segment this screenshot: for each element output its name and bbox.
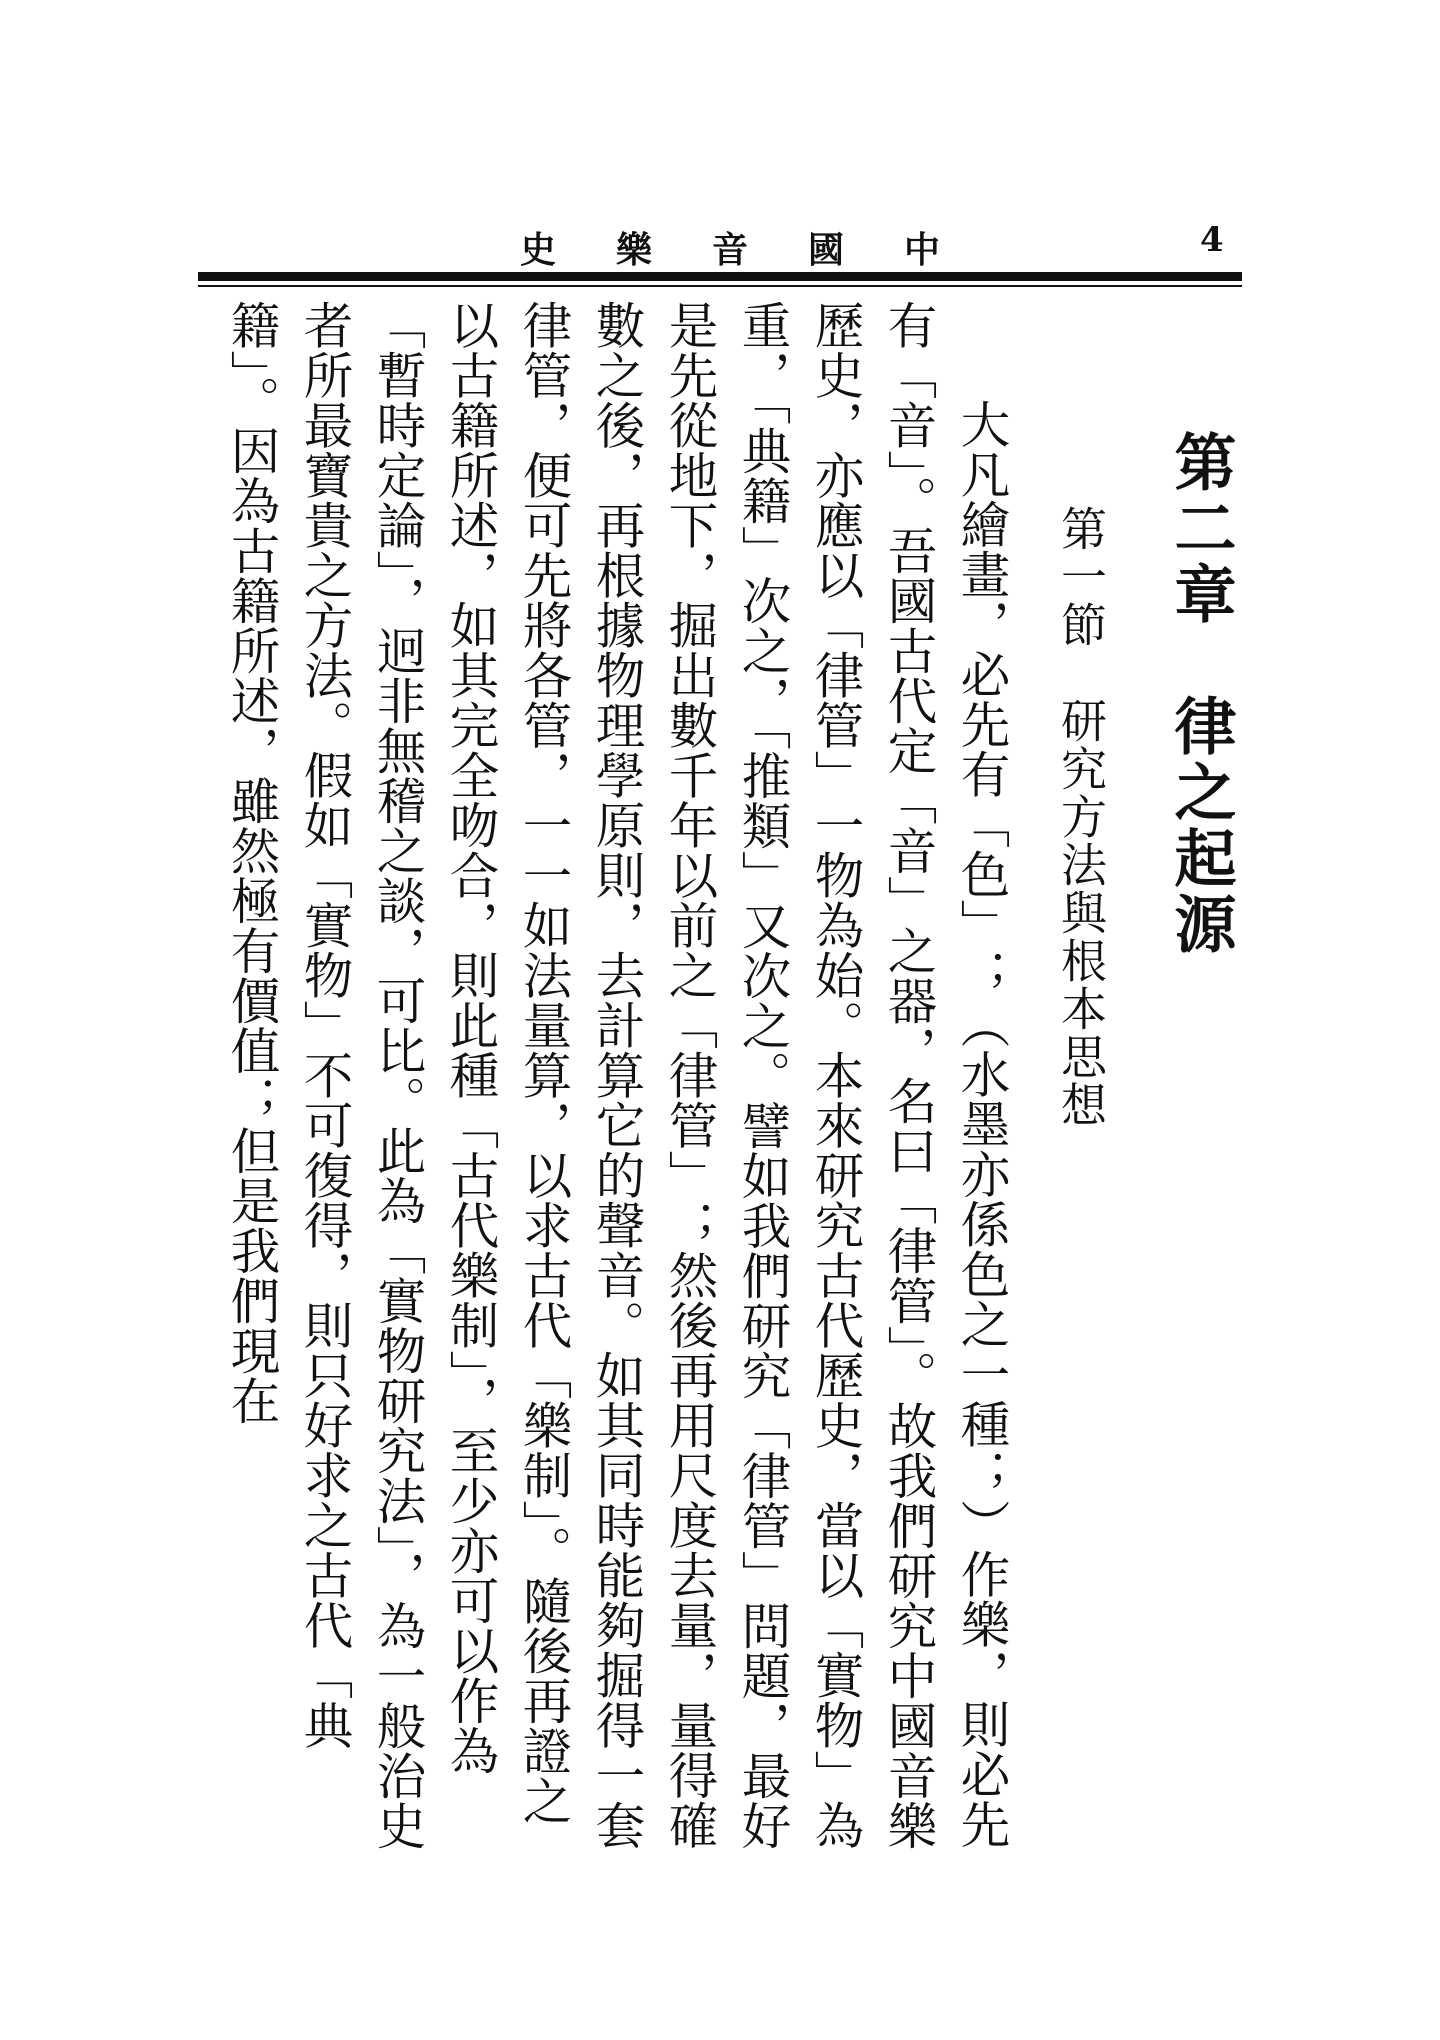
vertical-text-body	[200, 300, 1240, 1860]
header-char: 中	[903, 229, 940, 271]
body-paragraph: 大凡繪畫，必先有「色」；（水墨亦係色之一種；）作樂，則必先有「音」。吾國古代定「音」之器，名曰「律管」。故我們研究中國音樂歷史，亦應以「律管」一物為始。本來研究古代歷史，當以「實物」為重，「典籍」次之，「推類」又次之。譬如我們研究「律管」問題，最好是先從地下，掘出數千年以前之「律管」；然後再用尺度去量，量得確數之後，再根據物理學原則，去計算它的聲音。如其同時能夠掘得一套律管，便可先將各管，一一如法量算，以求古代「樂制」。隨後再證之以古籍所述，如其完全吻合，則此種「古代樂制」，至少亦可以作為「暫時定論」，迥非無稽之談，可比。此為「實物研究法」，為一般治史者所最寶貴之方法。假如「實物」不可復得，則只好求之古代「典籍」。因為古籍所述，雖然極有價值；但是我們現在	[223, 300, 1011, 1851]
header-char: 樂	[616, 229, 653, 271]
header-char: 音	[712, 229, 749, 271]
chapter-title: 第二章 律之起源	[1164, 430, 1237, 958]
header-char: 史	[520, 229, 557, 271]
page-number: 4	[1200, 220, 1224, 260]
section-title: 第一節 研究方法與根本思想	[1054, 505, 1108, 1129]
header-rule	[198, 272, 1242, 281]
running-header-title	[520, 222, 940, 273]
header-rule-thin	[198, 285, 1242, 287]
header-char: 國	[808, 229, 845, 271]
